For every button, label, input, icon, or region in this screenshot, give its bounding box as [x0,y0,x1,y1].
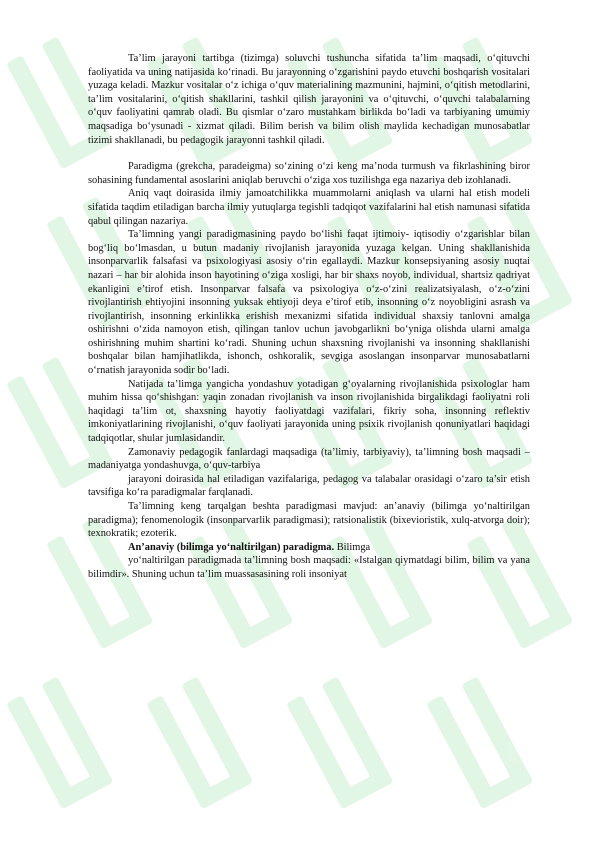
paragraph-5: Natijada ta’limga yangicha yondashuv yotadigan g‘oyalarning rivojlanishida psixologlar ham muhim hissa qo‘shishgan: yaqin zonadan rivojlanish va inson rivojlanishida birgalikdagi faoliyatni roli haqidagi ta’lim ot, shaxsning hayotiy faoliyatdagi vazifalari, fikriy soha, insonning reflektiv imkoniyatlarining rivojlanishi, o‘quv faoliyati jarayonida uning psixik rivojlanish qonuniyatlari haqidagi tadqiqotlar, shular jumlasidandir. [88,378,530,445]
paragraph-6: Zamonaviy pedagogik fanlardagi maqsadiga (ta’limiy, tarbiyaviy), ta’limning bosh maqsadi – madaniyatga yondashuvga, o‘quv-tarbiya [88,446,530,472]
paragraph-9 [88,541,530,555]
document-body [88,52,530,582]
paragraph-1: Ta’lim jarayoni tartibga (tizimga) soluvchi tushuncha sifatida ta’lim maqsadi, o‘qituvchi faoliyatida va uning natijasida ko‘rinadi. Bu jarayonning o‘zgarishini paydo etuvchi boshqarish vositalari yuzaga keladi. Mazkur vositalar o‘z ichiga o‘quv materialining mazmunini, hajmini, o‘qitish metodlarini, ta’lim vositalarini, o‘qitish shakllarini, tashkil qilish jarayonini va o‘qituvchi, o‘quvchi talabalarning o‘quv faoliyatini qamrab oladi. Bu qismlar o‘zaro mustahkam birlikda bo‘ladi va tarbiyaning umumiy maqsadiga bo‘ysunadi - xizmat qiladi. Bilim berish va bilim olish maylida kechadigan munosabatlar tizimi shakllanadi, bu pedagogik jarayonni tashkil qiladi. [88,53,530,146]
watermark-logo-icon [286,671,404,810]
watermark-logo-icon [6,671,124,810]
paragraph-4: Ta’limning yangi paradigmasining paydo bo‘lishi faqat ijtimoiy- iqtisodiy o‘zgarishlar bilan bog‘liq bo‘lmasdan, u butun madaniy rivojlanish jarayonida yuzaga kelgan. Uning shakllanishida insonparvarlik falsafasi va psixologiyasi asosiy o‘rin egallaydi. Mazkur konsepsiyaning asosiy nuqtai nazari – har bir alohida inson hayotining o‘ziga xosligi, har bir shaxs noyob, individual, shartsiz qadriyat ekanligini e’tirof etish. Insonparvar falsafa va psixologiya o‘z-o‘zini realizatsiyalash, o‘z-o‘zini rivojlantirish ehtiyojini insonning yuksak ehtiyoji deya e’tirof etib, insonning o‘z noyobligini asrash va rivojlantirish, insonning erkinlikka erishish mexanizmi sifatida individual shaxsiy tanlovni amalga oshirishni o‘zida namoyon etish, qilingan tanlov uchun javobgarlikni bo‘yniga olishda ularni amalga oshirishning muhim shartini ko‘radi. Shuning uchun shaxsning rivojlanishi va insonning shakllanishi boshqalar bilan hamjihatlikda, ishonch, oshkoralik, sevgiga asoslangan insonparvar munosabatlarni o‘rnatish jarayonida sodir bo‘ladi. [88,229,530,377]
paragraph-9-rest: Bilimga [334,541,371,553]
paragraph-3: Aniq vaqt doirasida ilmiy jamoatchilikka muammolarni aniqlash va ularni hal etish modeli sifatida taqdim etiladigan barcha ilmiy yutuqlarga tegishli tadqiqot vazifalarini hal etish namunasi sifatida qabul qilingan nazariya. [88,188,530,227]
paragraph-7: jarayoni doirasida hal etiladigan vazifalariga, pedagog va talabalar orasidagi o‘zaro ta’sir etish tavsifiga ko‘ra paradigmalar farqlanadi. [88,473,530,499]
paragraph-8: Ta’limning keng tarqalgan beshta paradigmasi mavjud: an’anaviy (bilimga yo‘naltirilgan paradigma); fenomenologik (insonparvarlik paradigmasi); ratsionalistik (bixevioristik, xulq-atvorga doir); texnokratik; ezoterik. [88,501,530,540]
paragraph-10: yo‘naltirilgan paradigmada ta’limning bosh maqsadi: «Istalgan qiymatdagi bilim, bilim va yana bilimdir». Shuning uchun ta’lim muassasasining roli insoniyat [88,555,530,580]
watermark-logo-icon [426,671,544,810]
paragraph-2: Paradigma (grekcha, paradeigma) so‘zining o‘zi keng ma’noda turmush va fikrlashining biror sohasining fundamental asoslarini aniqlab beruvchi o‘ziga xos tuzilishga ega nazariya deb izohlanadi. [88,161,530,186]
watermark-logo-icon [146,671,264,810]
section-heading: An’anaviy (bilimga yo‘naltirilgan) paradigma. [128,541,335,553]
